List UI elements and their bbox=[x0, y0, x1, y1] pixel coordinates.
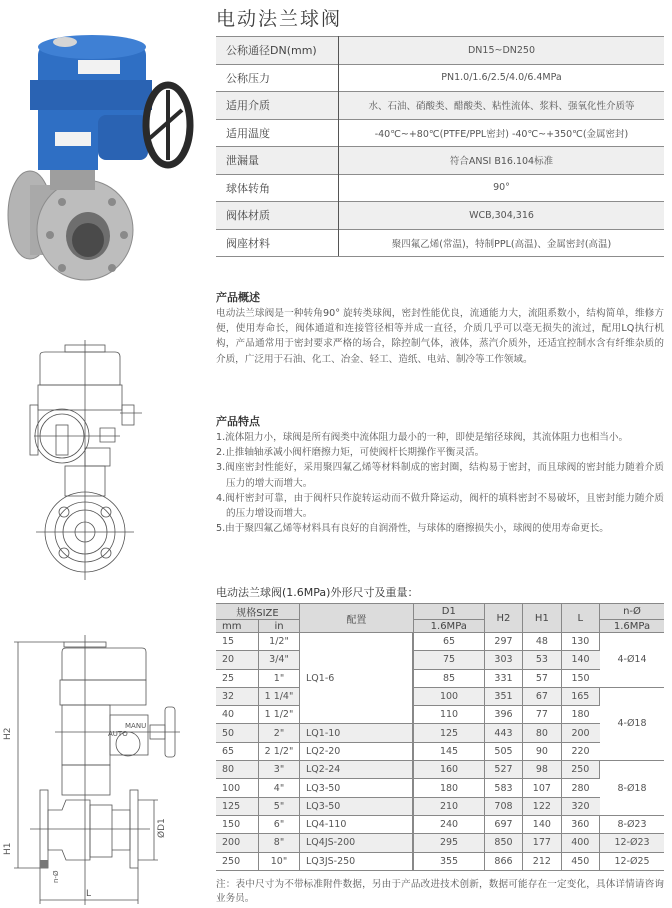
header-n-phi-sub: 1.6MPa bbox=[600, 620, 665, 633]
table-row bbox=[216, 761, 664, 779]
header-d1-sub: 1.6MPa bbox=[413, 620, 484, 633]
cell-mm: 125 bbox=[216, 797, 259, 815]
feature-item: 4.阀杆密封可靠，由于阀杆只作旋转运动而不做升降运动，阀杆的填料密封不易破坏，且密封能力随介质的压力增设而增大。 bbox=[216, 492, 664, 520]
cell-h2: 505 bbox=[484, 742, 522, 760]
cell-mm: 15 bbox=[216, 633, 259, 651]
cell-d1: 85 bbox=[413, 669, 484, 687]
cell-n-phi: 4-Ø18 bbox=[600, 687, 665, 760]
cell-h1: 80 bbox=[523, 724, 561, 742]
front-view-drawing bbox=[0, 300, 210, 580]
cell-h2: 303 bbox=[484, 651, 522, 669]
overview-text: 电动法兰球阀是一种转角90° 旋转类球阀，密封性能优良，流通能力大，流阻系数小，结构简单，维修方便，使用寿命长，阀体通道和连接管径相等并成一直径，介质几乎可以毫无损失的流过，配用LQ执行机构，产品通常用于密封要求严格的场合，除控制气体，液体，蒸汽介质外，还适宜控制水含有纤维杂质的介质，广泛用于石油、化工、冶金、轻工、造纸、电站、制冷等工作领域。 bbox=[216, 308, 664, 365]
cell-l: 165 bbox=[561, 687, 599, 705]
table-row bbox=[216, 706, 664, 724]
table-row bbox=[216, 779, 664, 797]
cell-config: LQ3-50 bbox=[300, 779, 414, 797]
cell-mm: 200 bbox=[216, 834, 259, 852]
cell-mm: 50 bbox=[216, 724, 259, 742]
l-label: L bbox=[86, 889, 92, 899]
cell-in: 5" bbox=[259, 797, 300, 815]
cell-in: 3" bbox=[259, 761, 300, 779]
cell-h2: 583 bbox=[484, 779, 522, 797]
table-row bbox=[216, 852, 664, 870]
cell-h1: 107 bbox=[523, 779, 561, 797]
cell-d1: 295 bbox=[413, 834, 484, 852]
spec-row bbox=[216, 64, 664, 92]
spec-row bbox=[216, 147, 664, 175]
cell-d1: 240 bbox=[413, 815, 484, 833]
cell-h2: 351 bbox=[484, 687, 522, 705]
spec-row bbox=[216, 37, 664, 65]
cell-h1: 177 bbox=[523, 834, 561, 852]
cell-h1: 90 bbox=[523, 742, 561, 760]
left-illustrations bbox=[0, 0, 210, 908]
feature-item: 3.阀座密封性能好，采用聚四氟乙烯等材料制成的密封圈，结构易于密封，而且球阀的密封能力随着介质压力的增大而增大。 bbox=[216, 462, 664, 489]
features-heading: 产品特点 bbox=[216, 415, 260, 428]
cell-h2: 297 bbox=[484, 633, 522, 651]
page-title: 电动法兰球阀 bbox=[216, 8, 343, 30]
overview-heading: 产品概述 bbox=[216, 291, 260, 304]
header-n-phi: n-Ø bbox=[600, 604, 665, 620]
table-row bbox=[216, 669, 664, 687]
header-h1: H1 bbox=[523, 604, 561, 633]
cell-in: 6" bbox=[259, 815, 300, 833]
cell-l: 400 bbox=[561, 834, 599, 852]
cell-in: 1" bbox=[259, 669, 300, 687]
cell-h1: 48 bbox=[523, 633, 561, 651]
cell-d1: 100 bbox=[413, 687, 484, 705]
cell-mm: 40 bbox=[216, 706, 259, 724]
cell-h1: 122 bbox=[523, 797, 561, 815]
feature-item: 1.流体阻力小，球阀是所有阀类中流体阻力最小的一种，即使是缩径球阀，其流体阻力也相当小。 bbox=[216, 432, 629, 443]
cell-config: LQ4-110 bbox=[300, 815, 414, 833]
cell-in: 8" bbox=[259, 834, 300, 852]
cell-n-phi: 12-Ø25 bbox=[600, 852, 665, 870]
header-config: 配置 bbox=[300, 604, 414, 633]
spec-label: 阀座材料 bbox=[216, 229, 339, 257]
cell-mm: 80 bbox=[216, 761, 259, 779]
cell-h2: 527 bbox=[484, 761, 522, 779]
auto-label: AUTO bbox=[108, 730, 128, 738]
cell-l: 130 bbox=[561, 633, 599, 651]
table-row bbox=[216, 724, 664, 742]
d1-label: ØD1 bbox=[157, 818, 167, 838]
feature-item: 5.由于聚四氟乙烯等材料具有良好的自润滑性，与球体的磨擦损失小，球阀的使用寿命更长。 bbox=[216, 523, 609, 535]
cell-l: 180 bbox=[561, 706, 599, 724]
cell-l: 320 bbox=[561, 797, 599, 815]
cell-h1: 77 bbox=[523, 706, 561, 724]
cell-mm: 25 bbox=[216, 669, 259, 687]
cell-d1: 145 bbox=[413, 742, 484, 760]
h2-label: H2 bbox=[3, 727, 13, 740]
cell-n-phi: 8-Ø18 bbox=[600, 761, 665, 816]
spec-label: 泄漏量 bbox=[216, 147, 339, 175]
cell-in: 1/2" bbox=[259, 633, 300, 651]
table-row bbox=[216, 815, 664, 833]
dimensions-title: 电动法兰球阀(1.6MPa)外形尺寸及重量： bbox=[216, 586, 419, 599]
overview-section bbox=[216, 290, 664, 367]
spec-value: WCB,304,316 bbox=[339, 202, 665, 230]
spec-table bbox=[216, 36, 664, 257]
cell-n-phi: 4-Ø14 bbox=[600, 633, 665, 688]
cell-in: 10" bbox=[259, 852, 300, 870]
h1-label: H1 bbox=[3, 842, 13, 855]
cell-l: 150 bbox=[561, 669, 599, 687]
cell-config: LQ3JS-250 bbox=[300, 852, 414, 870]
cell-mm: 20 bbox=[216, 651, 259, 669]
table-row bbox=[216, 797, 664, 815]
cell-h1: 53 bbox=[523, 651, 561, 669]
table-row bbox=[216, 633, 664, 651]
cell-h1: 67 bbox=[523, 687, 561, 705]
spec-value: -40℃~+80℃(PTFE/PPL密封) -40℃~+350℃(金属密封) bbox=[339, 119, 665, 147]
spec-row bbox=[216, 92, 664, 120]
cell-d1: 180 bbox=[413, 779, 484, 797]
cell-in: 3/4" bbox=[259, 651, 300, 669]
n-phi-label: n-Ø bbox=[52, 870, 60, 883]
cell-mm: 32 bbox=[216, 687, 259, 705]
cell-h2: 708 bbox=[484, 797, 522, 815]
spec-row bbox=[216, 229, 664, 257]
table-note: 注：表中尺寸为不带标准附件数据，另由于产品改进技术创新，数据可能存在一定变化，具体详情请咨询业务员。 bbox=[216, 879, 664, 904]
cell-d1: 65 bbox=[413, 633, 484, 651]
header-size: 规格SIZE bbox=[216, 604, 300, 620]
header-in: in bbox=[259, 620, 300, 633]
cell-d1: 160 bbox=[413, 761, 484, 779]
cell-h2: 850 bbox=[484, 834, 522, 852]
cell-d1: 125 bbox=[413, 724, 484, 742]
dimension-drawing bbox=[0, 600, 210, 908]
cell-d1: 75 bbox=[413, 651, 484, 669]
cell-config: LQ1-6 bbox=[300, 633, 414, 724]
header-d1: D1 bbox=[413, 604, 484, 620]
cell-h2: 866 bbox=[484, 852, 522, 870]
cell-d1: 210 bbox=[413, 797, 484, 815]
cell-d1: 355 bbox=[413, 852, 484, 870]
header-l: L bbox=[561, 604, 599, 633]
cell-d1: 110 bbox=[413, 706, 484, 724]
cell-h1: 140 bbox=[523, 815, 561, 833]
cell-l: 250 bbox=[561, 761, 599, 779]
spec-label: 公称通径DN(mm) bbox=[216, 37, 339, 65]
cell-l: 220 bbox=[561, 742, 599, 760]
dimensions-table bbox=[216, 603, 664, 871]
cell-mm: 100 bbox=[216, 779, 259, 797]
cell-in: 1 1/2" bbox=[259, 706, 300, 724]
feature-item: 2.止推轴轴承减小阀杆磨擦力矩，可使阀杆长期操作平衡灵活。 bbox=[216, 447, 485, 459]
cell-l: 450 bbox=[561, 852, 599, 870]
cell-h2: 331 bbox=[484, 669, 522, 687]
cell-h1: 57 bbox=[523, 669, 561, 687]
cell-config: LQ4JS-200 bbox=[300, 834, 414, 852]
cell-mm: 65 bbox=[216, 742, 259, 760]
cell-in: 4" bbox=[259, 779, 300, 797]
cell-h2: 697 bbox=[484, 815, 522, 833]
table-row bbox=[216, 651, 664, 669]
cell-mm: 150 bbox=[216, 815, 259, 833]
product-photo bbox=[0, 20, 210, 290]
table-row bbox=[216, 834, 664, 852]
cell-in: 2" bbox=[259, 724, 300, 742]
spec-value: 90° bbox=[339, 174, 665, 202]
spec-label: 公称压力 bbox=[216, 64, 339, 92]
spec-value: DN15~DN250 bbox=[339, 37, 665, 65]
cell-h1: 98 bbox=[523, 761, 561, 779]
manu-label: MANU bbox=[125, 722, 147, 730]
cell-config: LQ1-10 bbox=[300, 724, 414, 742]
header-mm: mm bbox=[216, 620, 259, 633]
spec-row bbox=[216, 202, 664, 230]
cell-in: 1 1/4" bbox=[259, 687, 300, 705]
cell-h2: 443 bbox=[484, 724, 522, 742]
cell-in: 2 1/2" bbox=[259, 742, 300, 760]
cell-l: 280 bbox=[561, 779, 599, 797]
cell-l: 360 bbox=[561, 815, 599, 833]
cell-config: LQ2-20 bbox=[300, 742, 414, 760]
header-h2: H2 bbox=[484, 604, 522, 633]
cell-h1: 212 bbox=[523, 852, 561, 870]
spec-row bbox=[216, 174, 664, 202]
table-row bbox=[216, 742, 664, 760]
spec-label: 球体转角 bbox=[216, 174, 339, 202]
spec-value: 聚四氟乙烯(常温)，特制PPL(高温)、金属密封(高温) bbox=[339, 229, 665, 257]
cell-h2: 396 bbox=[484, 706, 522, 724]
features-section bbox=[216, 414, 664, 536]
cell-mm: 250 bbox=[216, 852, 259, 870]
spec-label: 适用温度 bbox=[216, 119, 339, 147]
spec-label: 阀体材质 bbox=[216, 202, 339, 230]
table-row bbox=[216, 687, 664, 705]
cell-config: LQ3-50 bbox=[300, 797, 414, 815]
spec-value: 符合ANSI B16.104标准 bbox=[339, 147, 665, 175]
cell-l: 140 bbox=[561, 651, 599, 669]
cell-config: LQ2-24 bbox=[300, 761, 414, 779]
spec-value: PN1.0/1.6/2.5/4.0/6.4MPa bbox=[339, 64, 665, 92]
cell-n-phi: 8-Ø23 bbox=[600, 815, 665, 833]
spec-value: 水、石油、硝酸类、醋酸类、粘性流体、浆料、强氧化性介质等 bbox=[339, 92, 665, 120]
cell-n-phi: 12-Ø23 bbox=[600, 834, 665, 852]
cell-l: 200 bbox=[561, 724, 599, 742]
spec-label: 适用介质 bbox=[216, 92, 339, 120]
spec-row bbox=[216, 119, 664, 147]
